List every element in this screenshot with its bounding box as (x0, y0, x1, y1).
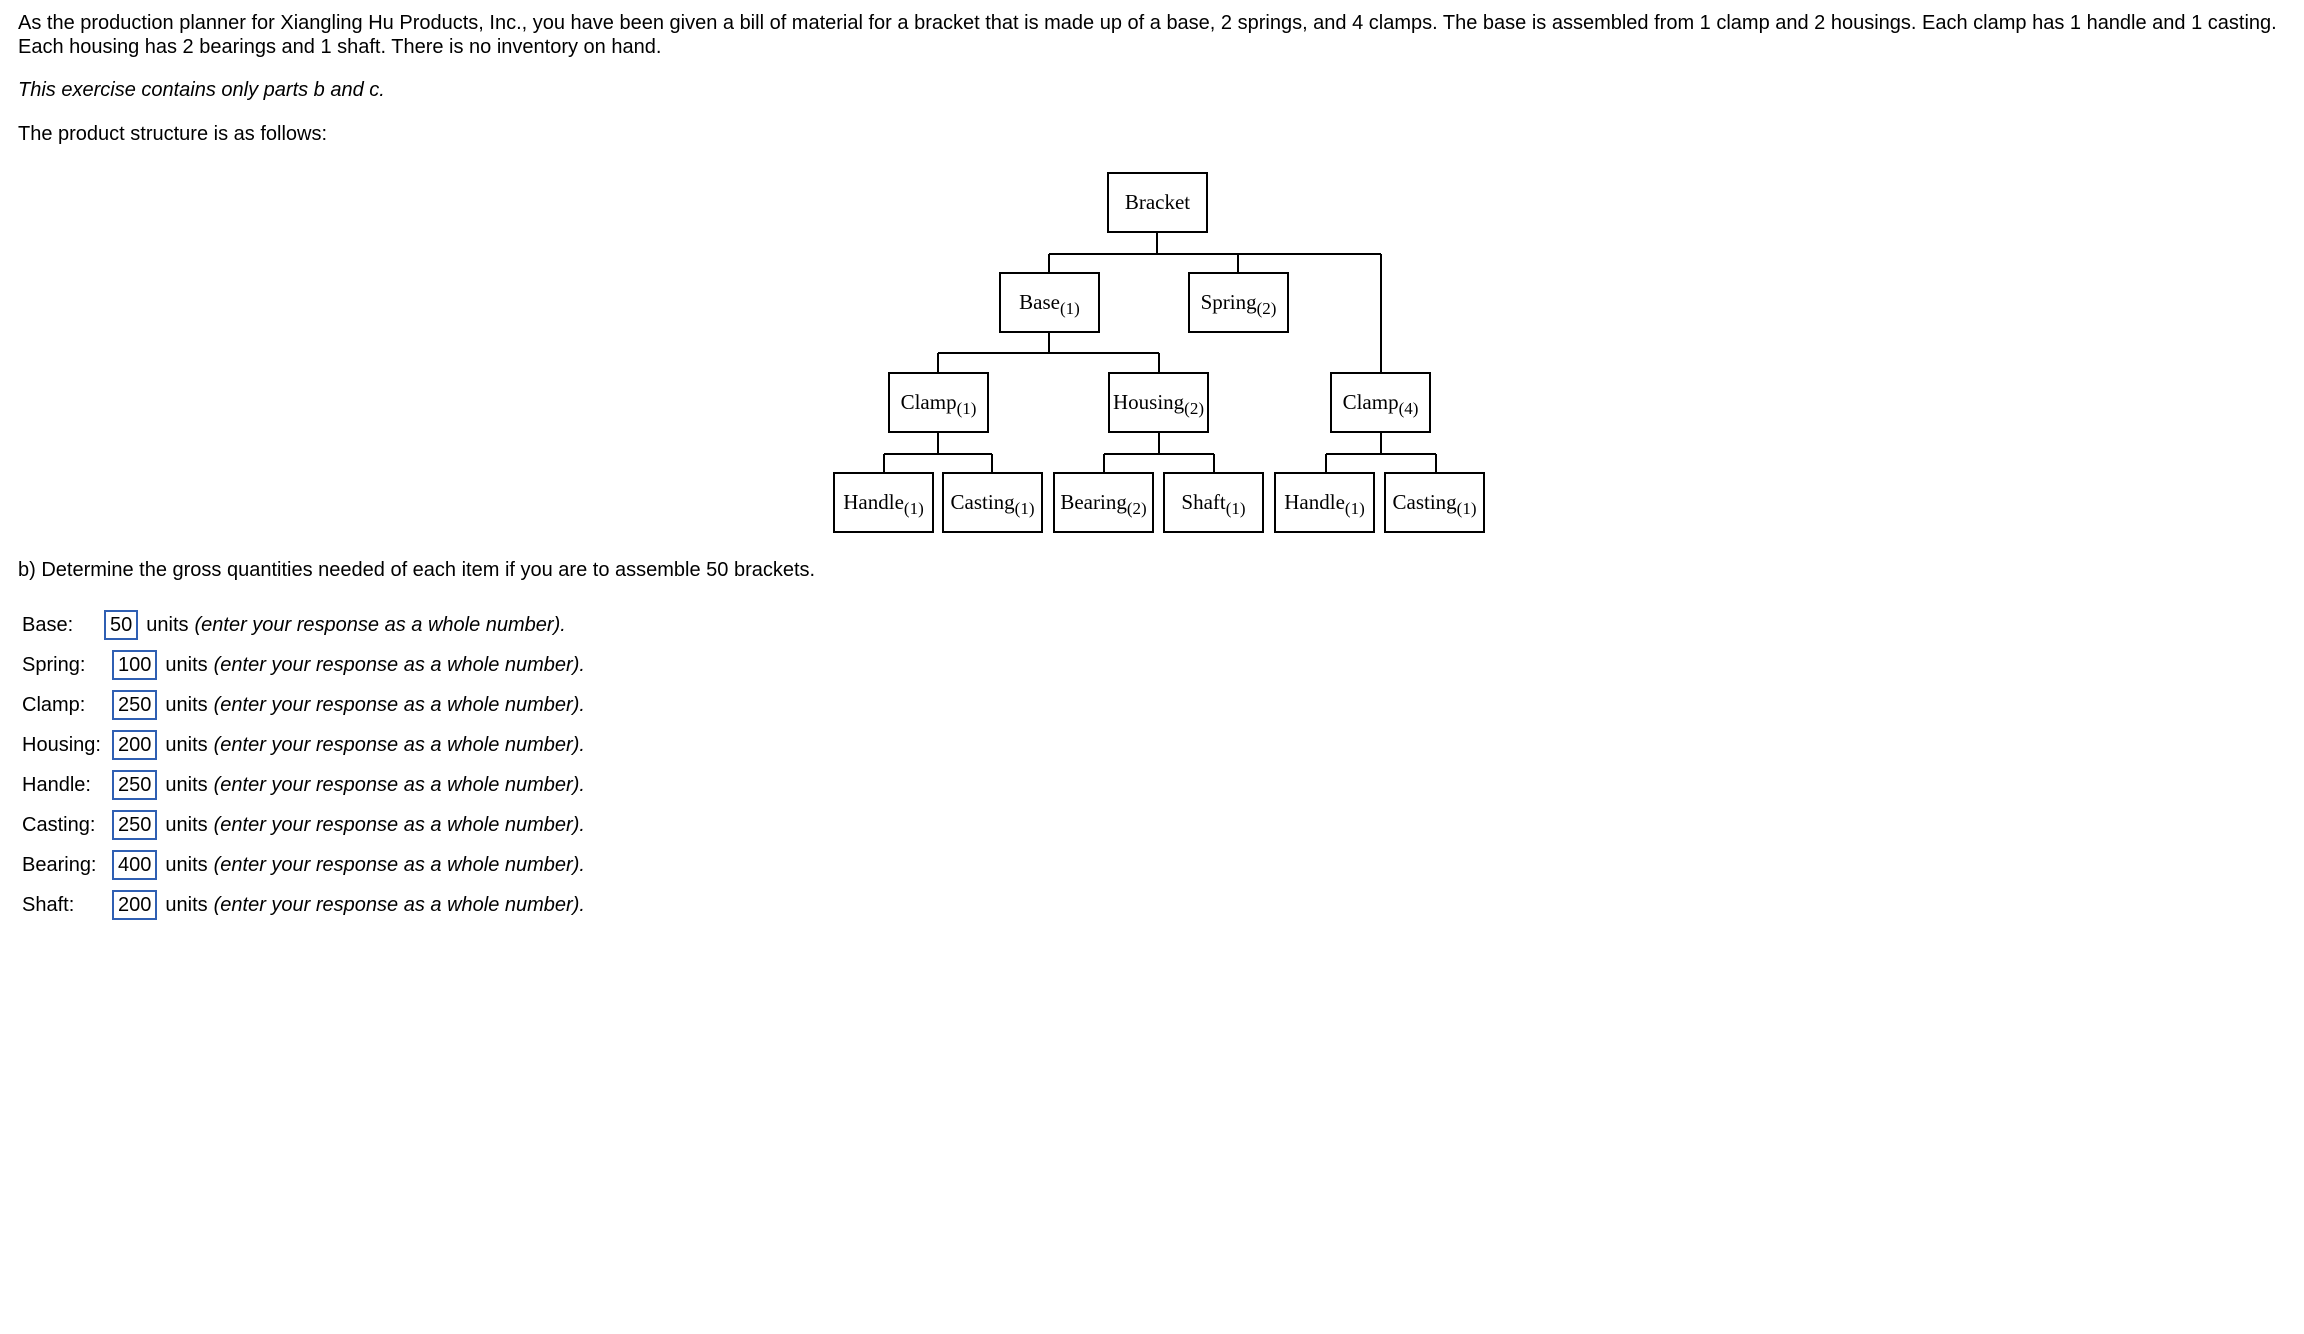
answer-hint: (enter your response as a whole number). (213, 853, 585, 876)
units-text: units (165, 813, 208, 836)
node-quantity: (1) (1225, 498, 1246, 518)
answer-hint: (enter your response as a whole number). (213, 773, 585, 796)
node-clamp-top (1330, 372, 1431, 433)
housing-answer-field[interactable]: 200 (112, 730, 157, 760)
answer-row-handle (22, 770, 585, 800)
answer-row-casting (22, 810, 585, 840)
casting-answer-field[interactable]: 250 (112, 810, 157, 840)
node-name: Spring (1200, 290, 1257, 314)
node-housing (1108, 372, 1209, 433)
answer-hint: (enter your response as a whole number). (194, 613, 566, 636)
base-answer-field[interactable]: 50 (104, 610, 138, 640)
node-quantity: (2) (1256, 298, 1277, 318)
node-name: Clamp (1342, 390, 1399, 414)
answer-label: Bearing: (22, 853, 97, 876)
node-name: Casting (1392, 490, 1457, 514)
node-name: Bracket (1124, 190, 1191, 214)
units-text: units (165, 893, 208, 916)
structure-label: The product structure is as follows: (18, 123, 328, 145)
node-name: Casting (950, 490, 1015, 514)
node-quantity: (4) (1398, 398, 1419, 418)
question-b: b) Determine the gross quantities needed of each item if you are to assemble 50 brackets. (18, 559, 816, 581)
node-quantity: (1) (1456, 498, 1477, 518)
answer-hint: (enter your response as a whole number). (213, 653, 585, 676)
node-quantity: (1) (956, 398, 977, 418)
node-casting-2 (1384, 472, 1485, 533)
node-name: Shaft (1181, 490, 1226, 514)
node-handle-1 (833, 472, 934, 533)
node-quantity: (1) (903, 498, 924, 518)
node-name: Housing (1112, 390, 1185, 414)
problem-statement: As the production planner for Xiangling Hu Products, Inc., you have been given a bill of material for a bracket that is made up of a base, 2 springs, and 4 clamps. The base is assembled from 1 clamp and 2 housings. Each clamp has 1 handle and 1 casting. Each housing has 2 bearings and 1 shaft. There is no inventory on hand. (18, 12, 2277, 58)
answer-row-base (22, 610, 566, 640)
units-text: units (165, 733, 208, 756)
answer-label: Housing: (22, 733, 101, 756)
node-casting-1 (942, 472, 1043, 533)
node-bearing (1053, 472, 1154, 533)
bearing-answer-field[interactable]: 400 (112, 850, 157, 880)
answer-hint: (enter your response as a whole number). (213, 693, 585, 716)
shaft-answer-field[interactable]: 200 (112, 890, 157, 920)
answer-row-housing (22, 730, 585, 760)
node-quantity: (1) (1060, 298, 1080, 318)
spring-answer-field[interactable]: 100 (112, 650, 157, 680)
answer-row-clamp (22, 690, 585, 720)
answer-hint: (enter your response as a whole number). (213, 893, 585, 916)
node-bracket (1107, 172, 1208, 233)
clamp-answer-field[interactable]: 250 (112, 690, 157, 720)
units-text: units (165, 853, 208, 876)
node-quantity: (1) (1014, 498, 1035, 518)
node-shaft (1163, 472, 1264, 533)
node-name: Bearing (1060, 490, 1127, 514)
node-quantity: (2) (1184, 398, 1204, 418)
node-quantity: (2) (1126, 498, 1147, 518)
node-clamp-base (888, 372, 989, 433)
answer-label: Shaft: (22, 893, 75, 916)
answer-row-bearing (22, 850, 585, 880)
node-base (999, 272, 1100, 333)
node-name: Handle (843, 490, 904, 514)
node-name: Handle (1284, 490, 1345, 514)
node-name: Clamp (900, 390, 957, 414)
answer-hint: (enter your response as a whole number). (213, 733, 585, 756)
node-name: Base (1019, 290, 1060, 314)
units-text: units (165, 773, 208, 796)
answer-label: Base: (22, 613, 74, 636)
units-text: units (146, 613, 189, 636)
node-handle-2 (1274, 472, 1375, 533)
exercise-note: This exercise contains only parts b and c. (18, 79, 385, 101)
node-quantity: (1) (1344, 498, 1365, 518)
node-spring (1188, 272, 1289, 333)
units-text: units (165, 693, 208, 716)
answer-row-spring (22, 650, 585, 680)
units-text: units (165, 653, 208, 676)
answer-hint: (enter your response as a whole number). (213, 813, 585, 836)
handle-answer-field[interactable]: 250 (112, 770, 157, 800)
answer-row-shaft (22, 890, 585, 920)
answer-label: Casting: (22, 813, 96, 836)
answer-label: Clamp: (22, 693, 86, 716)
answer-label: Spring: (22, 653, 86, 676)
answer-label: Handle: (22, 773, 91, 796)
